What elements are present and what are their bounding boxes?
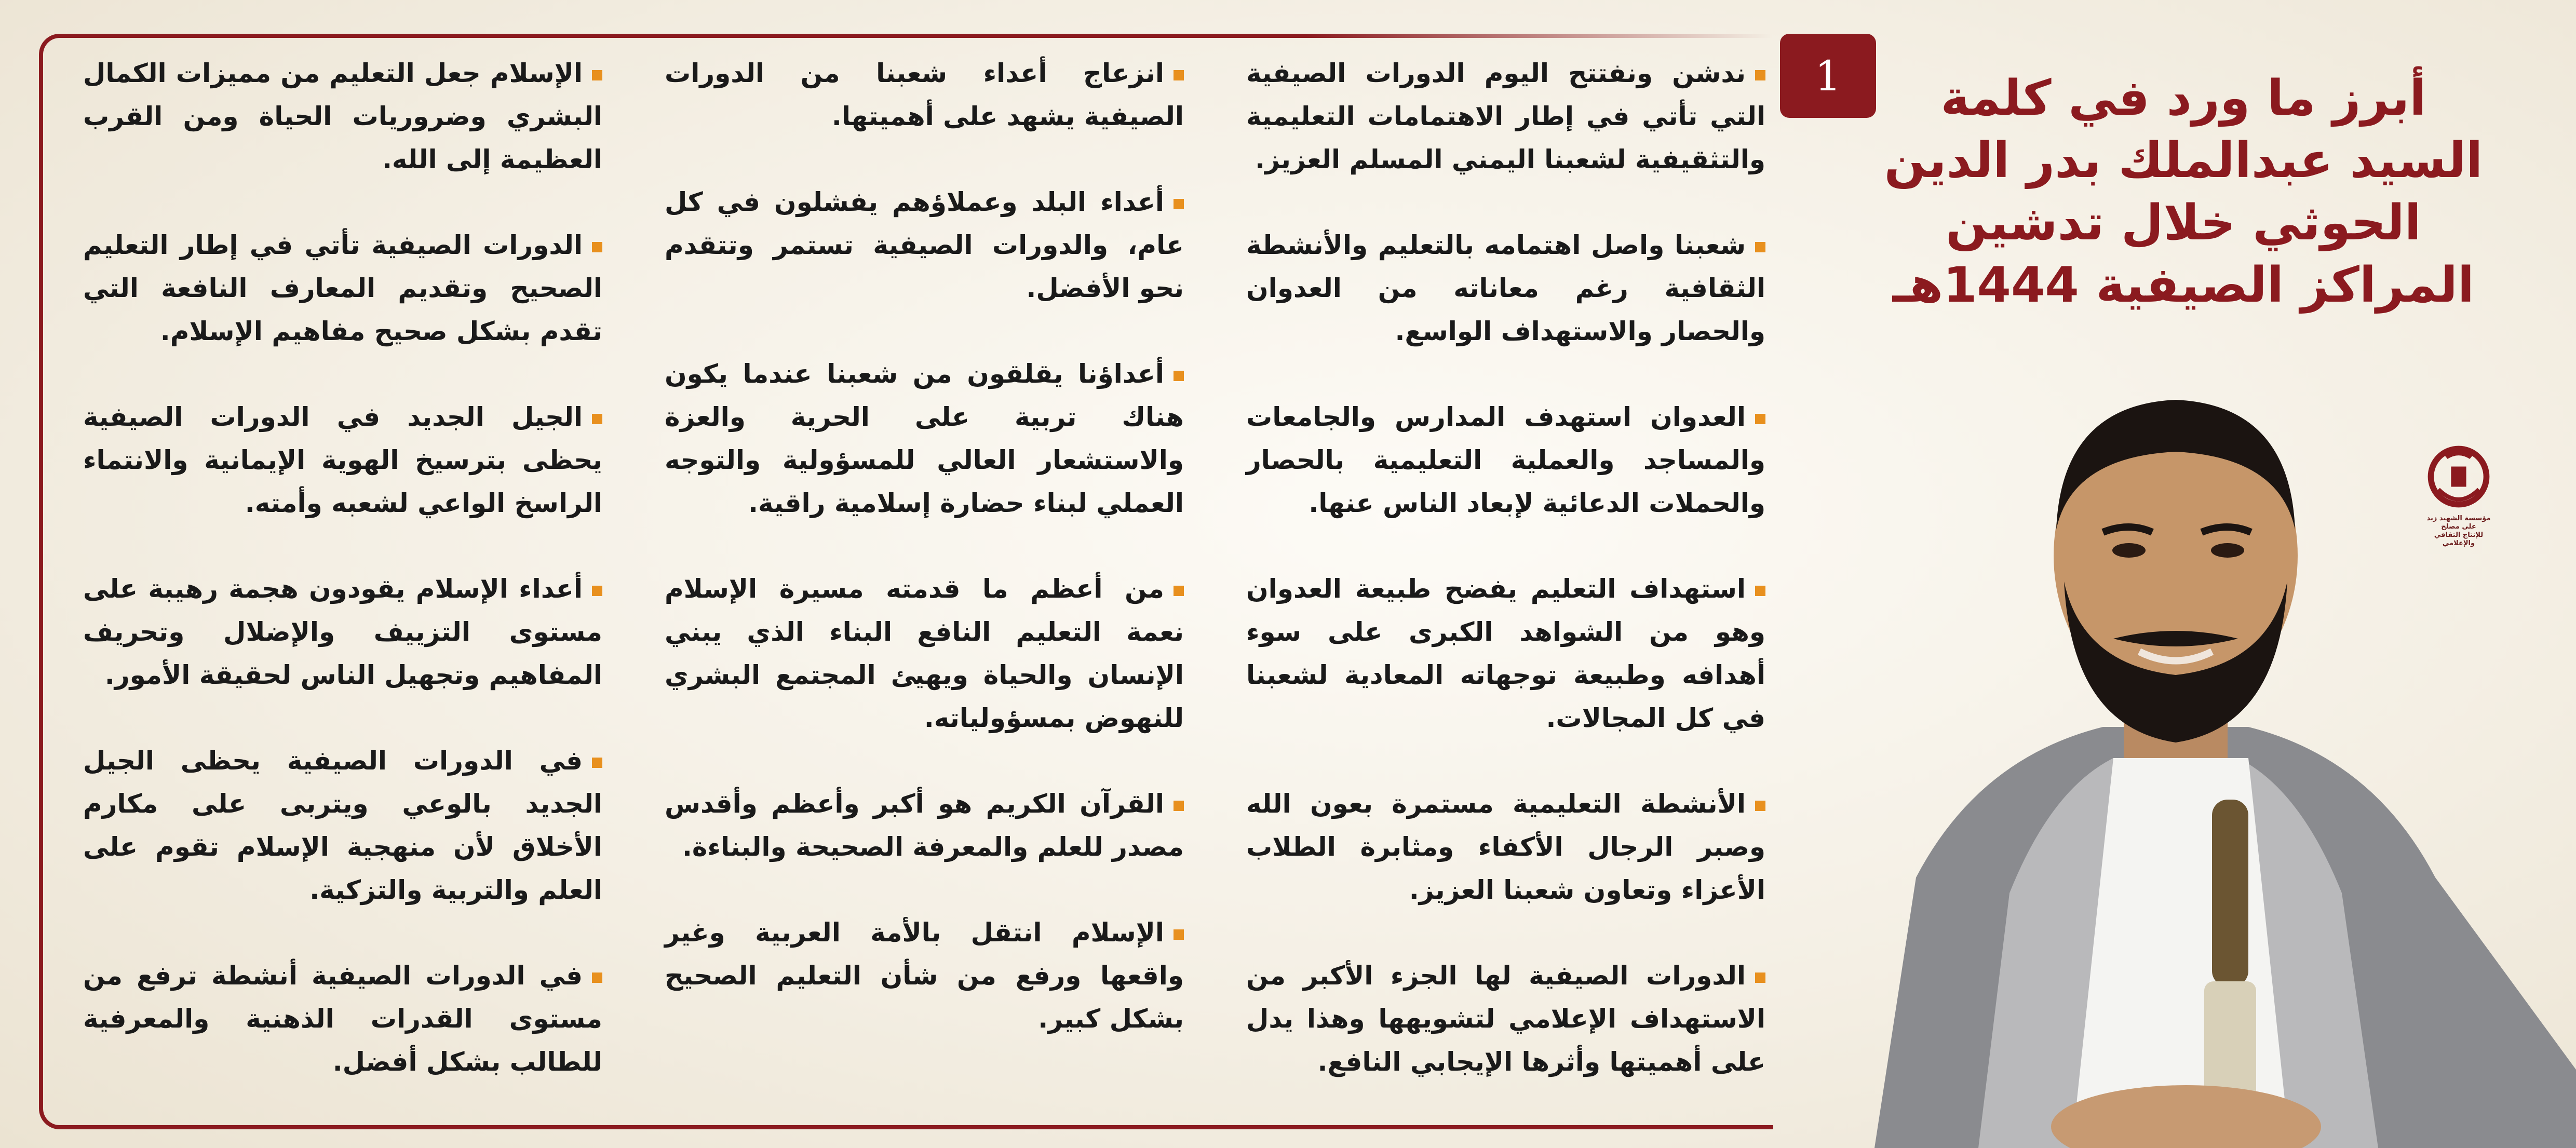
points-column-2 bbox=[665, 52, 1184, 1122]
key-point-text: أعداؤنا يقلقون من شعبنا عندما يكون هناك تربية على الحرية والعزة والاستشعار العالي للمسؤولية والتوجه العملي لبناء حضارة إسلامية راقية. bbox=[665, 359, 1184, 518]
key-point-text: الإسلام جعل التعليم من مميزات الكمال البشري وضروريات الحياة ومن القرب العظيمة إلى الله. bbox=[83, 58, 602, 174]
points-column-1 bbox=[1246, 52, 1765, 1122]
key-point-text: الجيل الجديد في الدورات الصيفية يحظى بترسيخ الهوية الإيمانية والانتماء الراسخ الواعي لشعبه وأمته. bbox=[83, 402, 602, 518]
bullet-square-icon bbox=[1174, 70, 1184, 80]
bullet-square-icon bbox=[592, 973, 602, 983]
key-point-text: الدورات الصيفية لها الجزء الأكبر من الاستهداف الإعلامي لتشويهها وهذا يدل على أهميتها وأثرها الإيجابي النافع. bbox=[1246, 961, 1765, 1077]
key-point-text: الأنشطة التعليمية مستمرة بعون الله وصبر الرجال الأكفاء ومثابرة الطلاب الأعزاء وتعاون شعبنا العزيز. bbox=[1246, 789, 1765, 905]
key-point-text: العدوان استهدف المدارس والجامعات والمساجد والعملية التعليمية بالحصار والحملات الدعائية لإبعاد الناس عنها. bbox=[1246, 402, 1765, 518]
logo-subtitle: للإنتاج الثقافي والإعلامي bbox=[2434, 531, 2484, 547]
key-point bbox=[665, 353, 1184, 525]
key-point bbox=[665, 911, 1184, 1041]
key-point-text: استهداف التعليم يفضح طبيعة العدوان وهو من الشواهد الكبرى على سوء أهدافه وطبيعة توجهاته المعادية لشعبنا في كل المجالات. bbox=[1246, 574, 1765, 733]
bullet-square-icon bbox=[1755, 242, 1765, 252]
key-point bbox=[1246, 782, 1765, 912]
key-point bbox=[83, 954, 602, 1084]
key-point bbox=[83, 568, 602, 697]
points-column-3 bbox=[83, 52, 602, 1122]
key-point bbox=[1246, 224, 1765, 353]
key-point bbox=[665, 568, 1184, 740]
logo-name: مؤسسة الشهيد زيد علي مصلح bbox=[2426, 515, 2491, 531]
key-point bbox=[83, 224, 602, 353]
key-point-text: في الدورات الصيفية أنشطة ترفع من مستوى القدرات الذهنية والمعرفية للطالب بشكل أفضل. bbox=[83, 961, 602, 1077]
key-point-text: الإسلام انتقل بالأمة العربية وغير واقعها ورفع من شأن التعليم الصحيح بشكل كبير. bbox=[665, 917, 1184, 1034]
bullet-square-icon bbox=[1755, 973, 1765, 983]
bullet-square-icon bbox=[1174, 586, 1184, 596]
bullet-square-icon bbox=[1755, 70, 1765, 80]
key-point bbox=[665, 782, 1184, 869]
bullet-square-icon bbox=[592, 758, 602, 768]
bullet-square-icon bbox=[1755, 414, 1765, 424]
bullet-square-icon bbox=[592, 70, 602, 80]
bullet-square-icon bbox=[1174, 371, 1184, 381]
key-point-text: من أعظم ما قدمته مسيرة الإسلام نعمة التعليم النافع البناء الذي يبني الإنسان والحياة ويهيئ المجتمع البشري للنهوض بمسؤولياته. bbox=[665, 574, 1184, 733]
page-number-badge bbox=[1780, 34, 1876, 118]
key-point-text: أعداء الإسلام يقودون هجمة رهيبة على مستوى التزييف والإضلال وتحريف المفاهيم وتجهيل الناس لحقيقة الأمور. bbox=[83, 574, 602, 690]
key-point bbox=[1246, 52, 1765, 181]
key-point-text: أعداء البلد وعملاؤهم يفشلون في كل عام، والدورات الصيفية تستمر وتتقدم نحو الأفضل. bbox=[665, 187, 1184, 303]
key-point-text: ندشن ونفتتح اليوم الدورات الصيفية التي تأتي في إطار الاهتمامات التعليمية والتثقيفية لشعبنا اليمني المسلم العزيز. bbox=[1246, 58, 1765, 174]
key-point-text: الدورات الصيفية تأتي في إطار التعليم الصحيح وتقديم المعارف النافعة التي تقدم بشكل صحيح مفاهيم الإسلام. bbox=[83, 230, 602, 346]
bullet-square-icon bbox=[1755, 586, 1765, 596]
key-points-columns bbox=[78, 52, 1765, 1122]
key-point-text: شعبنا واصل اهتمامه بالتعليم والأنشطة الثقافية رغم معاناته من العدوان والحصار والاستهداف الواسع. bbox=[1246, 230, 1765, 346]
key-point bbox=[1246, 396, 1765, 525]
bullet-square-icon bbox=[1174, 199, 1184, 209]
bullet-square-icon bbox=[592, 414, 602, 424]
key-point-text: في الدورات الصيفية يحظى الجيل الجديد بالوعي ويتربى على مكارم الأخلاق لأن منهجية الإسلام تقوم على العلم والتربية والتزكية. bbox=[83, 746, 602, 905]
page-title: أبرز ما ورد في كلمة السيد عبدالملك بدر الدين الحوثي خلال تدشين المراكز الصيفية 1444هـ bbox=[1884, 70, 2483, 314]
key-point-text: القرآن الكريم هو أكبر وأعظم وأقدس مصدر للعلم والمعرفة الصحيحة والبناءة. bbox=[665, 789, 1184, 862]
key-point bbox=[1246, 568, 1765, 740]
key-point bbox=[665, 181, 1184, 310]
bullet-square-icon bbox=[592, 586, 602, 596]
key-point-text: انزعاج أعداء شعبنا من الدورات الصيفية يشهد على أهميتها. bbox=[665, 58, 1184, 131]
bullet-square-icon bbox=[1174, 929, 1184, 940]
speaker-portrait bbox=[1781, 332, 2576, 1148]
key-point bbox=[1246, 954, 1765, 1084]
key-point bbox=[83, 52, 602, 181]
key-point bbox=[83, 396, 602, 525]
bullet-square-icon bbox=[1174, 801, 1184, 811]
key-point bbox=[665, 52, 1184, 138]
key-point bbox=[83, 739, 602, 912]
bullet-square-icon bbox=[592, 242, 602, 252]
bullet-square-icon bbox=[1755, 801, 1765, 811]
badge-number: 1 bbox=[1815, 51, 1841, 100]
